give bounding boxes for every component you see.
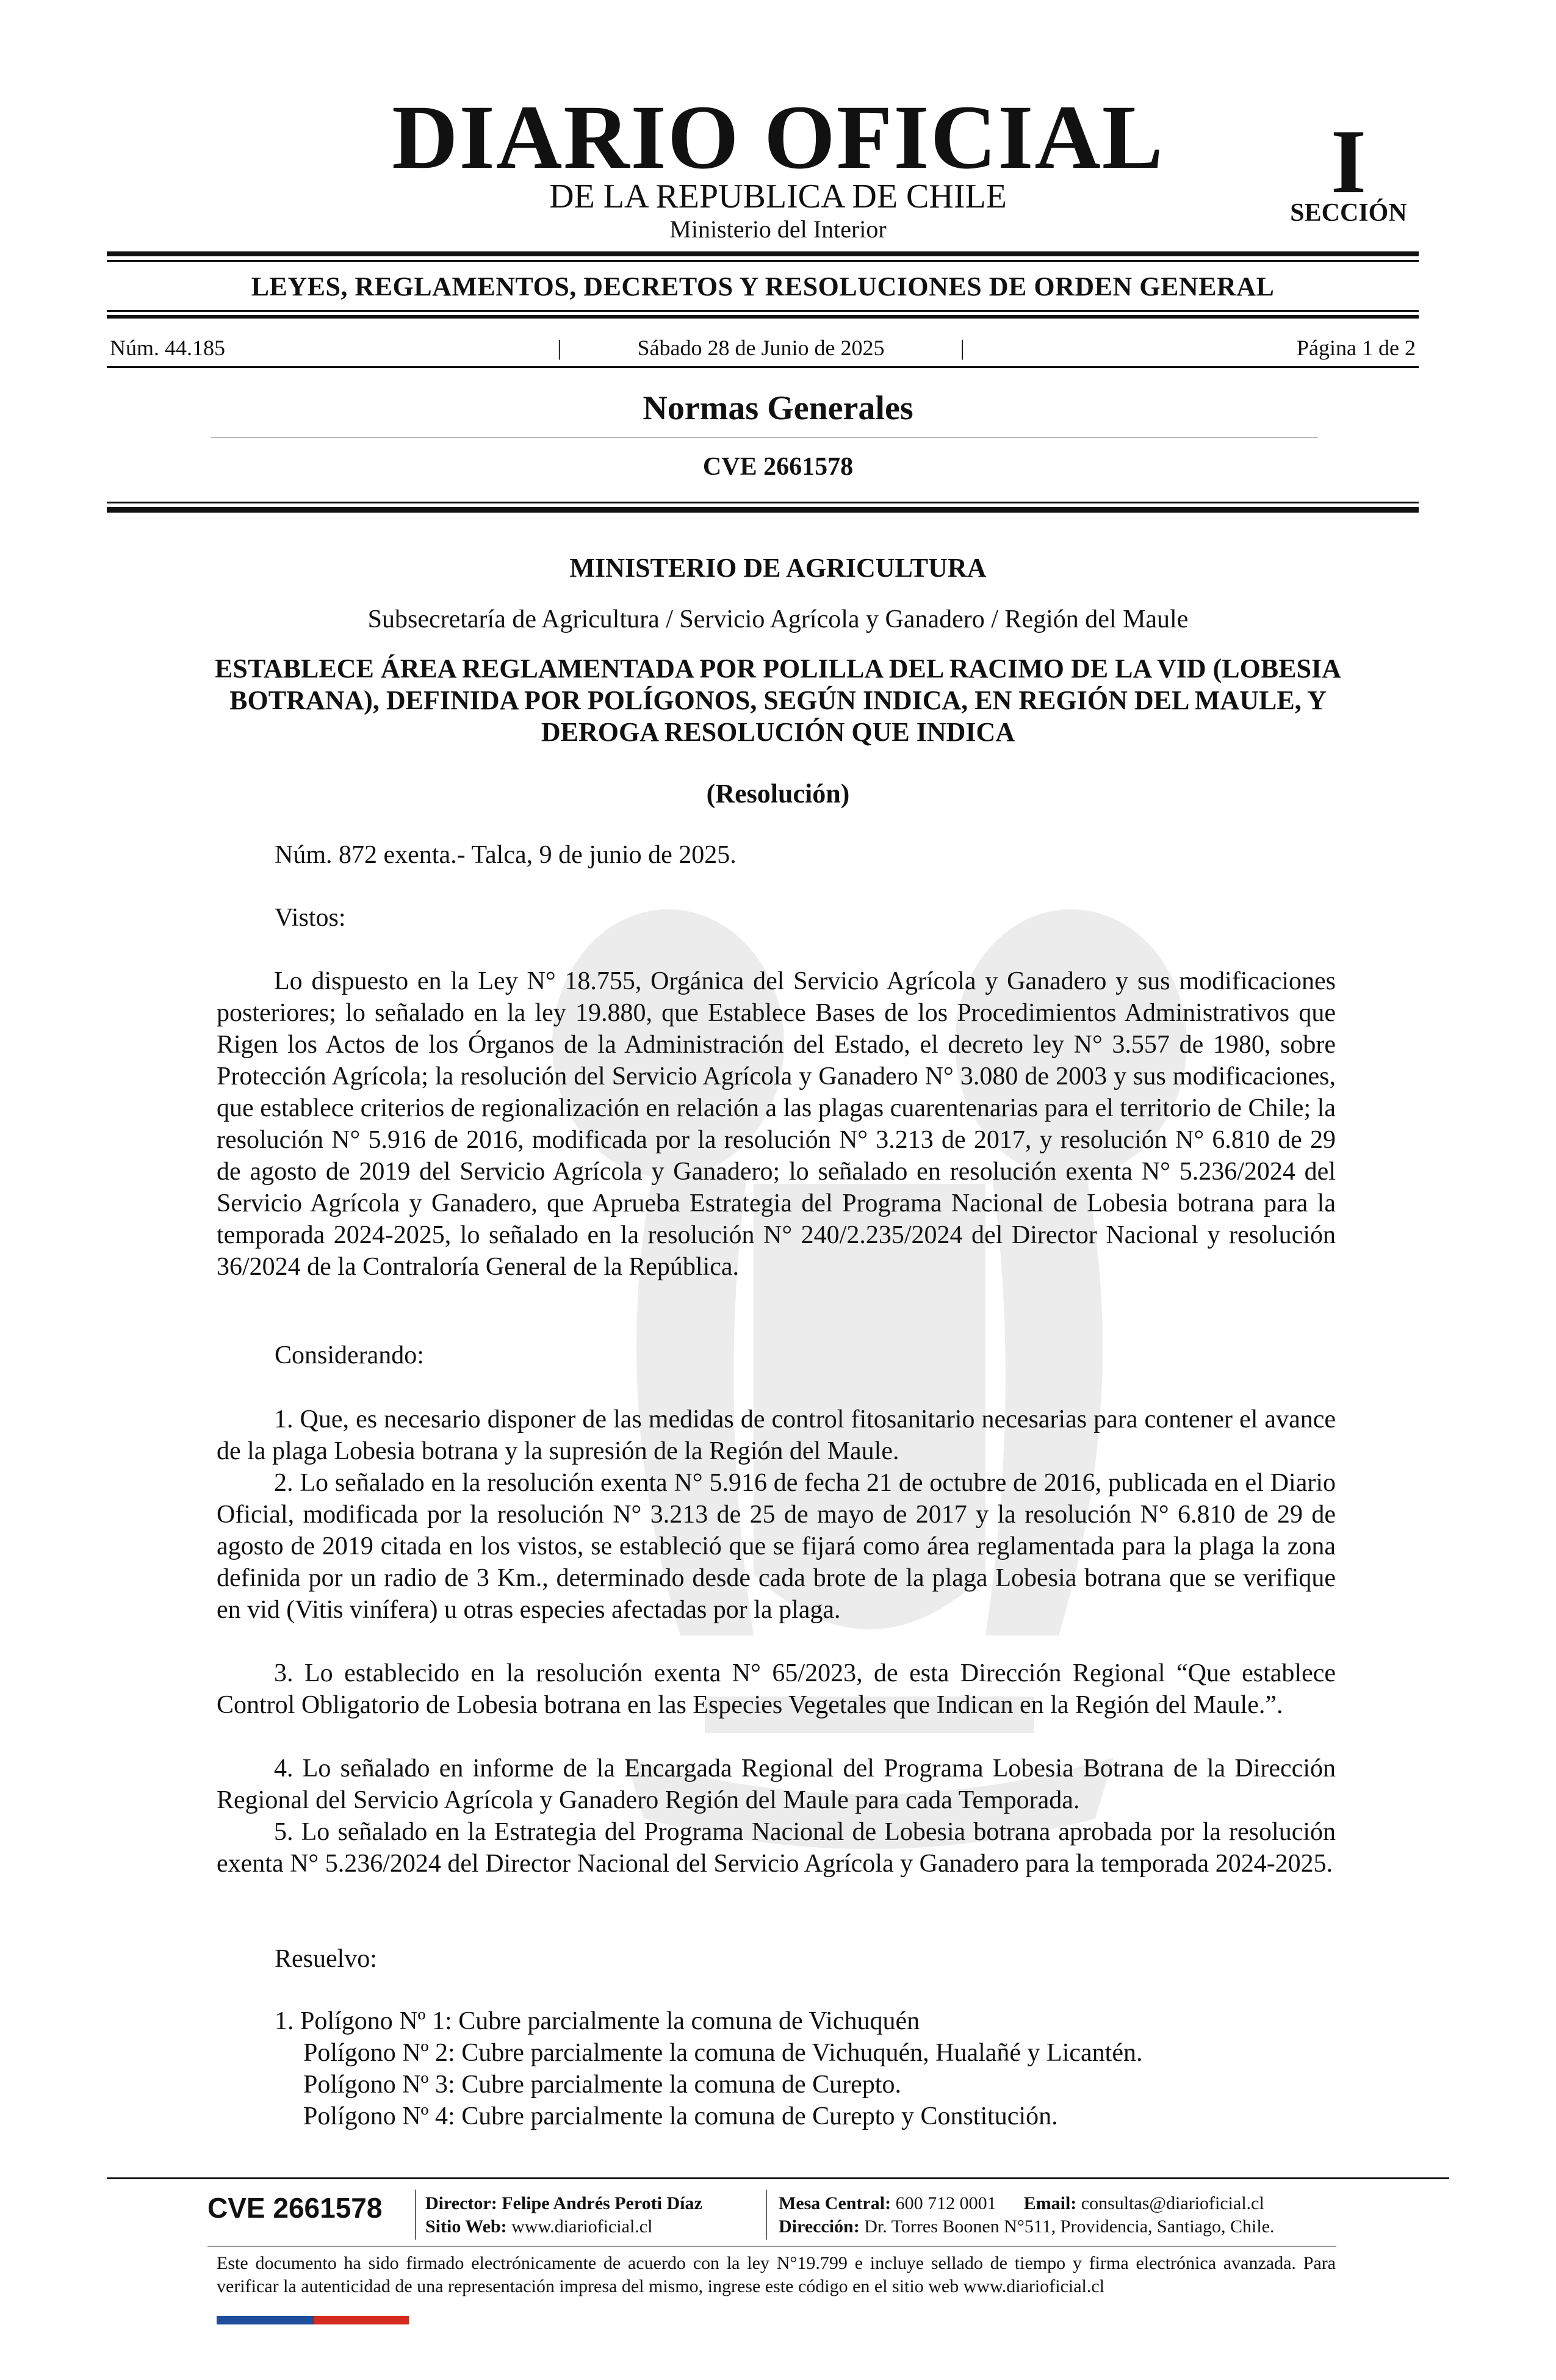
footer-top-rule (107, 2177, 1449, 2179)
considerando-item: 5. Lo señalado en la Estrategia del Programa Nacional de Lobesia botrana aprobada por la resolución exenta N° 5.236/2024 del Director Nacional del Servicio Agrícola y Ganadero para la temporada 2024-2025. (217, 1818, 1336, 1878)
masthead-title: DIARIO OFICIAL (392, 87, 1164, 188)
footer-signature-note: Este documento ha sido firmado electrónicamente de acuerdo con la ley N°19.799 e incluye sellado de tiempo y firma electrónica avanzada. Para verificar la autenticidad de una representación impresa del mismo, ingrese este código en el sitio web www.diarioficial.cl (217, 2253, 1336, 2296)
flag-red-segment (314, 2316, 409, 2324)
director-label: Director: (425, 2193, 497, 2213)
subsecretaria-line: Subsecretaría de Agricultura / Servicio Agrícola y Ganadero / Región del Maule (367, 605, 1189, 633)
resuelvo-label: Resuelvo: (275, 1945, 377, 1973)
banner-rule-thick (107, 315, 1419, 319)
considerando-label: Considerando: (275, 1341, 424, 1369)
page-indicator: Página 1 de 2 (1297, 336, 1416, 360)
masthead-ministry: Ministerio del Interior (669, 215, 887, 243)
footer-middle-rule (207, 2246, 1336, 2247)
ministry-heading: MINISTERIO DE AGRICULTURA (569, 553, 987, 583)
considerando-item: 3. Lo establecido en la resolución exenta N° 65/2023, de esta Dirección Regional “Que establece Control Obligatorio de Lobesia botrana en las Especies Vegetales que Indican en la Región del Maule.”. (217, 1659, 1336, 1719)
header-bottom-rule-thin (107, 502, 1419, 503)
meta-rule (107, 366, 1419, 368)
chile-flag-stripe (217, 2316, 409, 2324)
resolution-number-line: Núm. 872 exenta.- Talca, 9 de junio de 2025. (275, 841, 737, 869)
masthead-rule-thin (107, 260, 1419, 262)
masthead-rule-thick (107, 251, 1419, 256)
vistos-paragraph: Lo dispuesto en la Ley N° 18.755, Orgánica del Servicio Agrícola y Ganadero y sus modificaciones posteriores; lo señalado en la ley 19.880, que Establece Bases de los Procedimientos Administrativos que Rigen los Actos de los Órganos de la Administración del Estado, el decreto ley N° 3.557 de 1980, sobre Protección Agrícola; la resolución del Servicio Agrícola y Ganadero N° 3.080 de 2003 y sus modificaciones, que establece criterios de regionalización en relación a las plagas cuarentenarias para el territorio de Chile; la resolución N° 5.916 de 2016, modificada por la resolución N° 3.213 de 2017, y resolución N° 6.810 de 29 de agosto de 2019 del Servicio Agrícola y Ganadero; lo señalado en resolución exenta N° 5.236/2024 del Servicio Agrícola y Ganadero, que Aprueba Estrategia del Programa Nacional de Lobesia botrana para la temporada 2024-2025, lo señalado en la resolución N° 240/2.235/2024 del Director Nacional y resolución 36/2024 de la Contraloría General de la República. (217, 967, 1336, 1281)
website-label: Sitio Web: (425, 2216, 507, 2237)
resolution-label: (Resolución) (706, 779, 850, 809)
mesa-label: Mesa Central: (779, 2193, 891, 2213)
considerando-item: 4. Lo señalado en informe de la Encargada Regional del Programa Lobesia Botrana de la Dirección Regional del Servicio Agrícola y Ganadero Región del Maule para cada Temporada. (217, 1754, 1336, 1814)
mesa-phone: 600 712 0001 (895, 2193, 996, 2213)
issue-number: Núm. 44.185 (110, 336, 225, 360)
footer-website (425, 2215, 652, 2238)
footer-director (425, 2192, 702, 2215)
director-name: Felipe Andrés Peroti Díaz (502, 2193, 702, 2213)
vistos-label: Vistos: (275, 904, 346, 932)
flag-blue-segment (217, 2316, 314, 2324)
footer-address (779, 2215, 1275, 2238)
considerando-item: 2. Lo señalado en la resolución exenta N° 5.916 de fecha 21 de octubre de 2016, publicada en el Diario Oficial, modificada por la resolución N° 3.213 de 25 de mayo de 2017 y la resolución N° 6.810 de 29 de agosto de 2019 citada en los vistos, se estableció que se fijará como área reglamentada para la plaga la zona definida por un radio de 3 Km., determinado desde cada brote de la plaga Lobesia botrana que se verifique en vid (Vitis vinífera) u otras especies afectadas por la plaga. (217, 1469, 1336, 1624)
resuelvo-item: Polígono Nº 4: Cubre parcialmente la comuna de Curepto y Constitución. (303, 2102, 1058, 2130)
footer-contact (779, 2192, 1264, 2215)
footer-divider (766, 2190, 767, 2240)
cve-header: CVE 2661578 (702, 453, 854, 481)
footer-divider (415, 2190, 416, 2240)
document-title: ESTABLECE ÁREA REGLAMENTADA POR POLILLA DEL RACIMO DE LA VID (LOBESIA BOTRANA), DEFINIDA POR POLÍGONOS, SEGÚN INDICA, EN REGIÓN DEL MAULE, Y DEROGA RESOLUCIÓN QUE INDICA (215, 654, 1341, 747)
resuelvo-item: Polígono Nº 3: Cubre parcialmente la comuna de Curepto. (303, 2071, 901, 2099)
resuelvo-item: 1. Polígono Nº 1: Cubre parcialmente la comuna de Vichuquén (275, 2007, 920, 2035)
issue-meta-row (110, 333, 1416, 363)
banner-rule-thin (107, 310, 1419, 312)
address-text: Dr. Torres Boonen N°511, Providencia, Santiago, Chile. (864, 2216, 1275, 2237)
meta-separator: | (557, 336, 562, 360)
website-link[interactable]: www.diarioficial.cl (511, 2216, 653, 2237)
masthead-subtitle: DE LA REPUBLICA DE CHILE (549, 178, 1007, 215)
section-heading: Normas Generales (643, 389, 913, 427)
header-bottom-rule-thick (107, 507, 1419, 513)
section-heading-rule (211, 437, 1318, 438)
email-label: Email: (1023, 2193, 1077, 2213)
meta-separator: | (960, 336, 965, 360)
resuelvo-item: Polígono Nº 2: Cubre parcialmente la comuna de Vichuquén, Hualañé y Licantén. (303, 2039, 1143, 2067)
considerando-item: 1. Que, es necesario disponer de las medidas de control fitosanitario necesarias para contener el avance de la plaga Lobesia botrana y la supresión de la Región del Maule. (217, 1405, 1336, 1465)
section-label: SECCIÓN (1290, 199, 1407, 227)
address-label: Dirección: (779, 2216, 860, 2237)
footer-cve-code: CVE 2661578 (207, 2192, 383, 2224)
email-link[interactable]: consultas@diarioficial.cl (1081, 2193, 1264, 2213)
issue-date: Sábado 28 de Junio de 2025 (637, 336, 885, 360)
header-banner: LEYES, REGLAMENTOS, DECRETOS Y RESOLUCIONES DE ORDEN GENERAL (251, 272, 1275, 301)
section-number: I (1330, 111, 1367, 212)
